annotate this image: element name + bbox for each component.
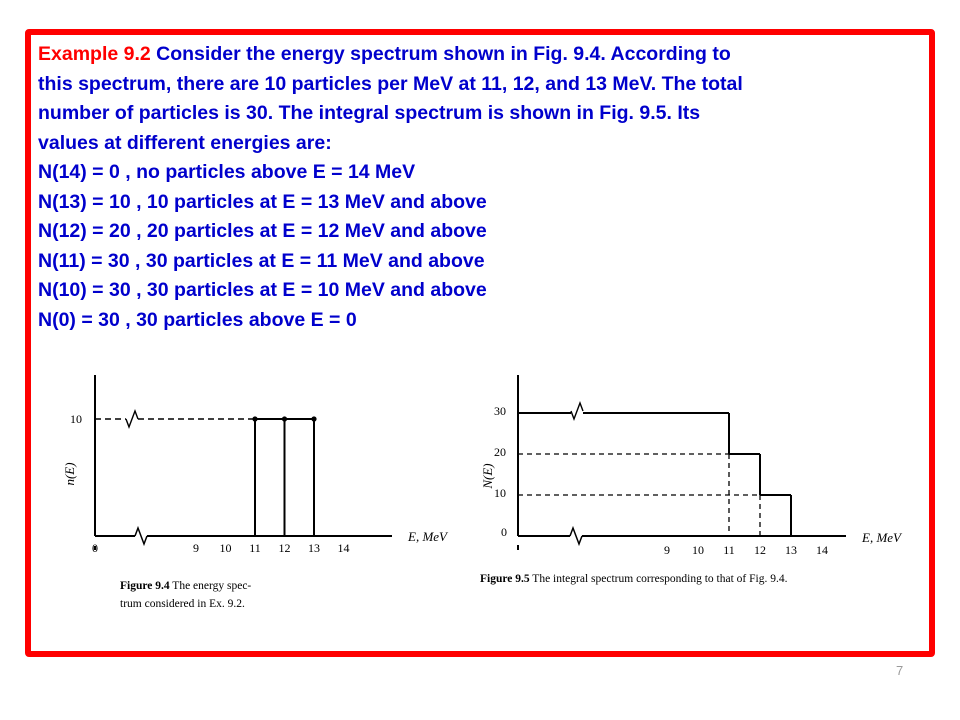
x-tick-0: 0 [92,541,98,555]
caption-text: The energy spec- [169,580,252,592]
x-tick-13: 13 [308,541,320,555]
y-tick-10: 10 [70,412,82,426]
dashed-reference-line [95,411,258,427]
example-label: Example 9.2 [38,43,151,65]
y-tick-10: 10 [494,486,506,500]
x-tick-12: 12 [754,543,766,557]
energy-spectrum-chart [60,370,470,630]
x-tick-labels [92,541,350,555]
x-axis-label: E, MeV [862,530,901,545]
intro-text: Consider the energy spectrum shown in Fig. 9.4. According to [150,43,731,65]
x-tick-9: 9 [664,543,670,557]
value-line-n10: N(10) = 30 , 30 particles at E = 10 MeV and above [38,279,487,301]
intro-line-4: values at different energies are: [38,131,332,154]
figure-9-5 [474,370,914,600]
intro-line-2: this spectrum, there are 10 particles per MeV at 11, 12, and 13 MeV. The total [38,72,743,95]
example-text [38,40,918,335]
x-axis-label: E, MeV [408,529,447,544]
svg-text:Figure 9.5 The integral spectr [480,573,788,585]
intro-line-1 [38,40,918,70]
value-line-n11: N(11) = 30 , 30 particles at E = 11 MeV and above [38,249,485,272]
caption-figure-label: Figure 9.4 [120,580,170,592]
caption-line-2: trum considered in Ex. 9.2. [120,598,245,610]
value-line-n14: N(14) = 0 , no particles above E = 14 MeV [38,161,416,183]
step-curve [518,413,791,536]
x-tick-labels [664,543,828,557]
caption-text: The integral spectrum corresponding to that of Fig. 9.4. [529,573,788,585]
svg-text:Figure 9.4 The energy spec- [120,580,251,592]
caption-figure-label: Figure 9.5 [480,573,530,585]
x-tick-14: 14 [337,541,350,555]
integral-spectrum-chart [474,370,914,600]
intro-line-3: number of particles is 30. The integral spectrum is shown in Fig. 9.5. Its [38,102,701,124]
break-mark-top [571,403,583,419]
y-tick-30: 30 [494,404,506,418]
x-axis [518,528,846,544]
x-tick-11: 11 [723,543,735,557]
bar-group [252,416,316,536]
y-axis-label: n(E) [62,462,77,486]
x-tick-13: 13 [785,543,797,557]
x-tick-10: 10 [692,543,704,557]
value-line-n12: N(12) = 20 , 20 particles at E = 12 MeV and above [38,220,487,242]
figure-9-4 [60,370,470,630]
page-number: 7 [896,663,904,678]
x-tick-14: 14 [816,543,828,557]
y-tick-0: 0 [501,525,507,539]
value-line-n0: N(0) = 30 , 30 particles above E = 0 [38,308,357,331]
x-tick-10: 10 [219,541,232,555]
x-tick-12: 12 [278,541,291,555]
y-tick-20: 20 [494,445,506,459]
value-line-n13: N(13) = 10 , 10 particles at E = 13 MeV and above [38,190,487,213]
x-tick-9: 9 [193,541,199,555]
y-axis-label: N(E) [480,463,495,489]
x-tick-11: 11 [249,541,261,555]
